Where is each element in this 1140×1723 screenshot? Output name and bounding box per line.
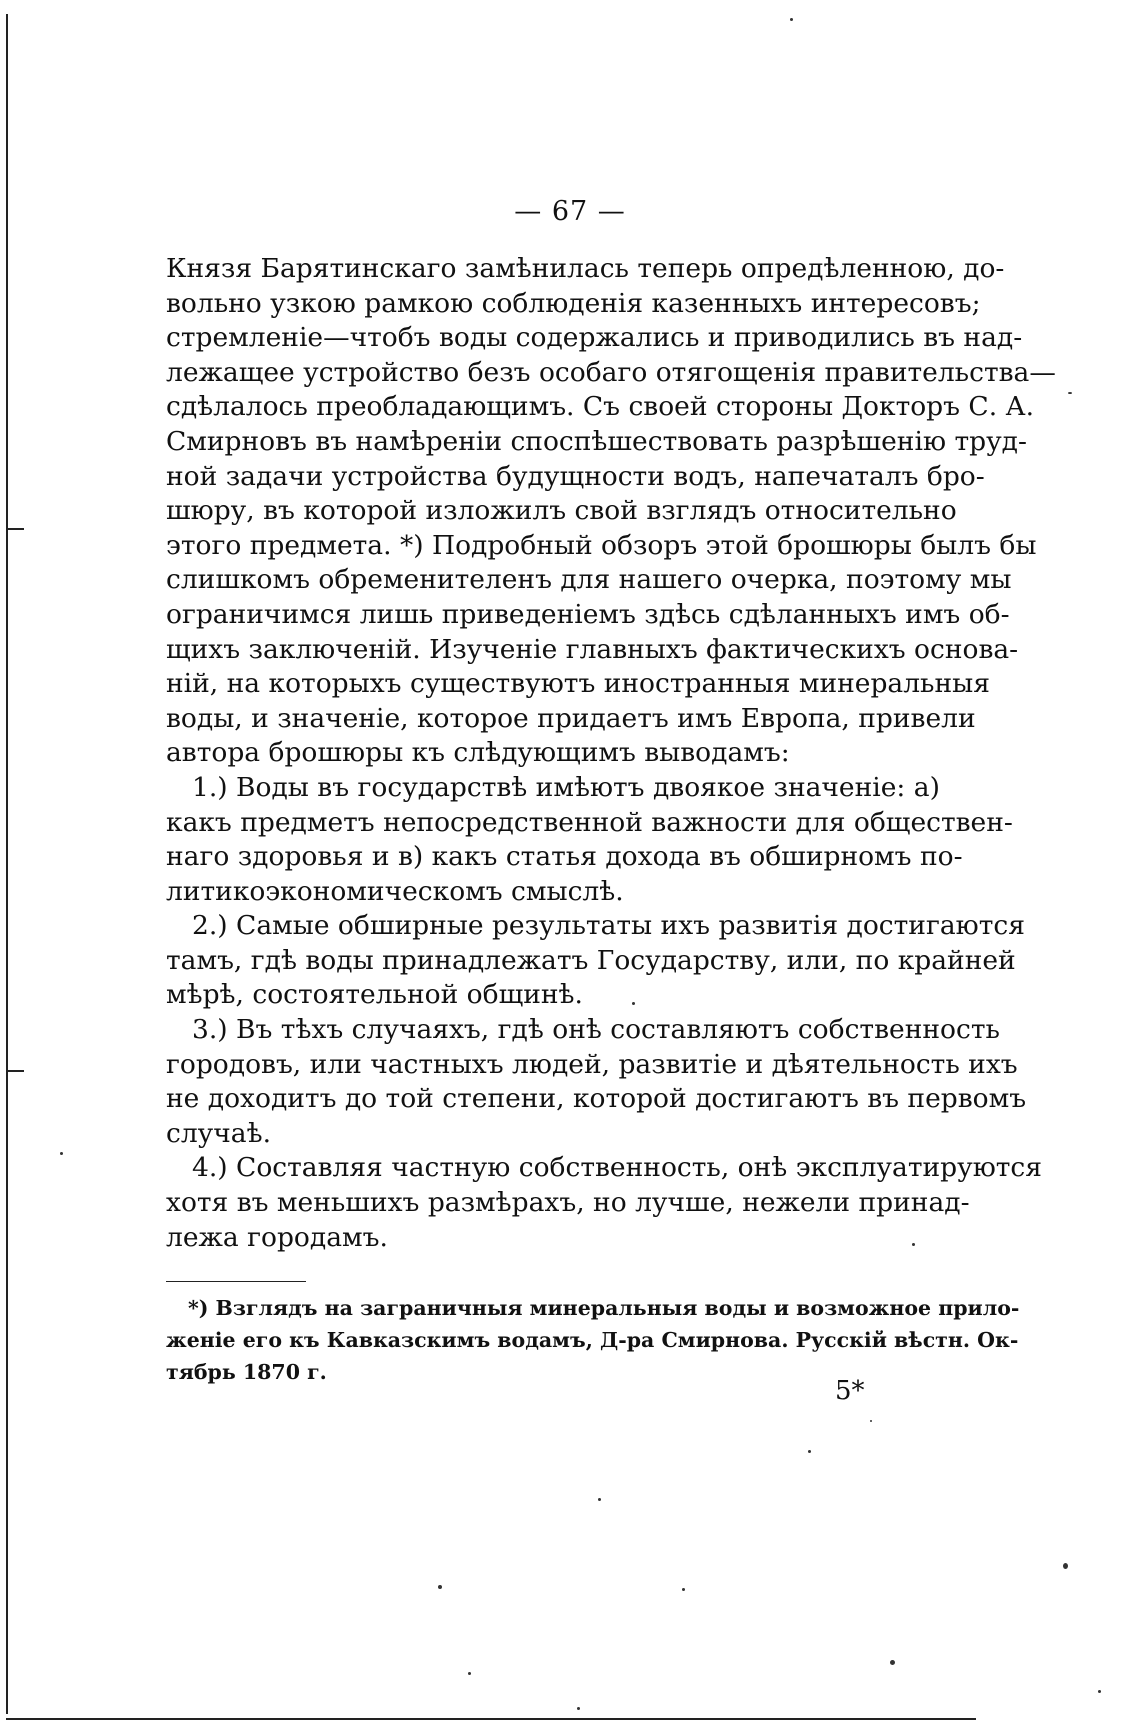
text-line: Князя Барятинскаго замѣнилась теперь опредѣленною, до- — [166, 253, 1005, 284]
main-text — [166, 252, 1056, 1255]
footnote-separator — [166, 1281, 306, 1282]
text-line: вольно узкою рамкою соблюденія казенныхъ интересовъ; — [166, 287, 981, 319]
scan-speck — [808, 1450, 811, 1453]
text-line: какъ предметъ непосредственной важности для обществен- — [166, 806, 1013, 838]
text-line: щихъ заключеній. Изученіе главныхъ фактическихъ основа- — [166, 633, 1019, 665]
scan-speck — [60, 1152, 63, 1155]
text-line: этого предмета. *) Подробный обзоръ этой брошюры былъ бы — [166, 529, 1037, 561]
scan-speck — [1098, 1690, 1101, 1693]
point-2 — [166, 909, 1025, 1013]
text-line: городовъ, или частныхъ людей, развитіе и дѣятельность ихъ — [166, 1048, 1018, 1080]
margin-tick — [6, 1070, 24, 1072]
page-bottom-edge — [6, 1718, 976, 1720]
footnote-line: *) Взглядъ на заграничныя минеральныя воды и возможное прило- — [188, 1296, 1020, 1320]
text-line: автора брошюры къ слѣдующимъ выводамъ: — [166, 737, 790, 769]
footnote-line: женіе его къ Кавказскимъ водамъ, Д-ра Смирнова. Русскій вѣстн. Ок- — [166, 1328, 1019, 1352]
text-line: 2.) Самые обширные результаты ихъ развитія достигаются — [192, 910, 1025, 942]
text-line: воды, и значеніе, которое придаетъ имъ Европа, привели — [166, 702, 976, 734]
text-line: ній, на которыхъ существуютъ иностранныя минеральныя — [166, 668, 990, 700]
text-line: хотя въ меньшихъ размѣрахъ, но лучше, нежели принад- — [166, 1187, 970, 1219]
scan-speck — [890, 1660, 895, 1665]
text-line: тамъ, гдѣ воды принадлежатъ Государству, или, по крайней — [166, 944, 1016, 976]
page-left-edge — [6, 14, 8, 1714]
scan-speck — [468, 1672, 471, 1675]
text-line: Смирновъ въ намѣреніи споспѣшествовать разрѣшенію труд- — [166, 425, 1027, 457]
scan-speck — [1068, 392, 1072, 394]
scan-speck — [912, 1243, 915, 1246]
text-line: ограничимся лишь приведеніемъ здѣсь сдѣланныхъ имъ об- — [166, 598, 1010, 630]
text-line: не доходитъ до той степени, которой достигаютъ въ первомъ — [166, 1083, 1027, 1115]
text-line: лежа городамъ. — [166, 1221, 388, 1253]
text-line: наго здоровья и в) какъ статья дохода въ обширномъ по- — [166, 841, 963, 873]
scan-speck — [632, 1002, 635, 1005]
paragraph-intro — [166, 252, 1056, 771]
scan-speck — [577, 1707, 580, 1710]
text-line: 1.) Воды въ государствѣ имѣютъ двоякое значеніе: а) — [192, 771, 940, 803]
text-line: 3.) Въ тѣхъ случаяхъ, гдѣ онѣ составляютъ собственность — [192, 1014, 1000, 1046]
text-line: сдѣлалось преобладающимъ. Съ своей стороны Докторъ С. А. — [166, 391, 1035, 423]
point-1 — [166, 771, 1013, 909]
text-line: лежащее устройство безъ особаго отягощенія правительства— — [166, 356, 1056, 388]
text-line: стремленіе—чтобъ воды содержались и приводились въ над- — [166, 322, 1023, 354]
footnote — [166, 1292, 1020, 1388]
text-line: ной задачи устройства будущности водъ, напечаталъ бро- — [166, 460, 985, 492]
text-line: слишкомъ обременителенъ для нашего очерка, поэтому мы — [166, 564, 1012, 596]
scan-speck — [870, 1420, 872, 1422]
footnote-line: тябрь 1870 г. — [166, 1360, 327, 1384]
scan-speck — [598, 1498, 601, 1501]
scan-speck — [790, 18, 793, 21]
scan-speck — [438, 1585, 442, 1589]
text-line: шюру, въ которой изложилъ свой взглядъ относительно — [166, 495, 957, 527]
point-3 — [166, 1013, 1027, 1151]
signature-mark: 5* — [835, 1376, 865, 1406]
point-4 — [166, 1151, 1042, 1255]
text-line: литикоэкономическомъ смыслѣ. — [166, 875, 624, 907]
page-number: — 67 — — [514, 196, 626, 227]
scan-speck — [682, 1588, 685, 1591]
text-line: мѣрѣ, состоятельной общинѣ. — [166, 979, 583, 1011]
scan-speck — [1063, 1563, 1068, 1569]
margin-tick — [6, 528, 24, 530]
text-line: случаѣ. — [166, 1117, 271, 1149]
text-line: 4.) Составляя частную собственность, онѣ эксплуатируются — [192, 1152, 1042, 1184]
